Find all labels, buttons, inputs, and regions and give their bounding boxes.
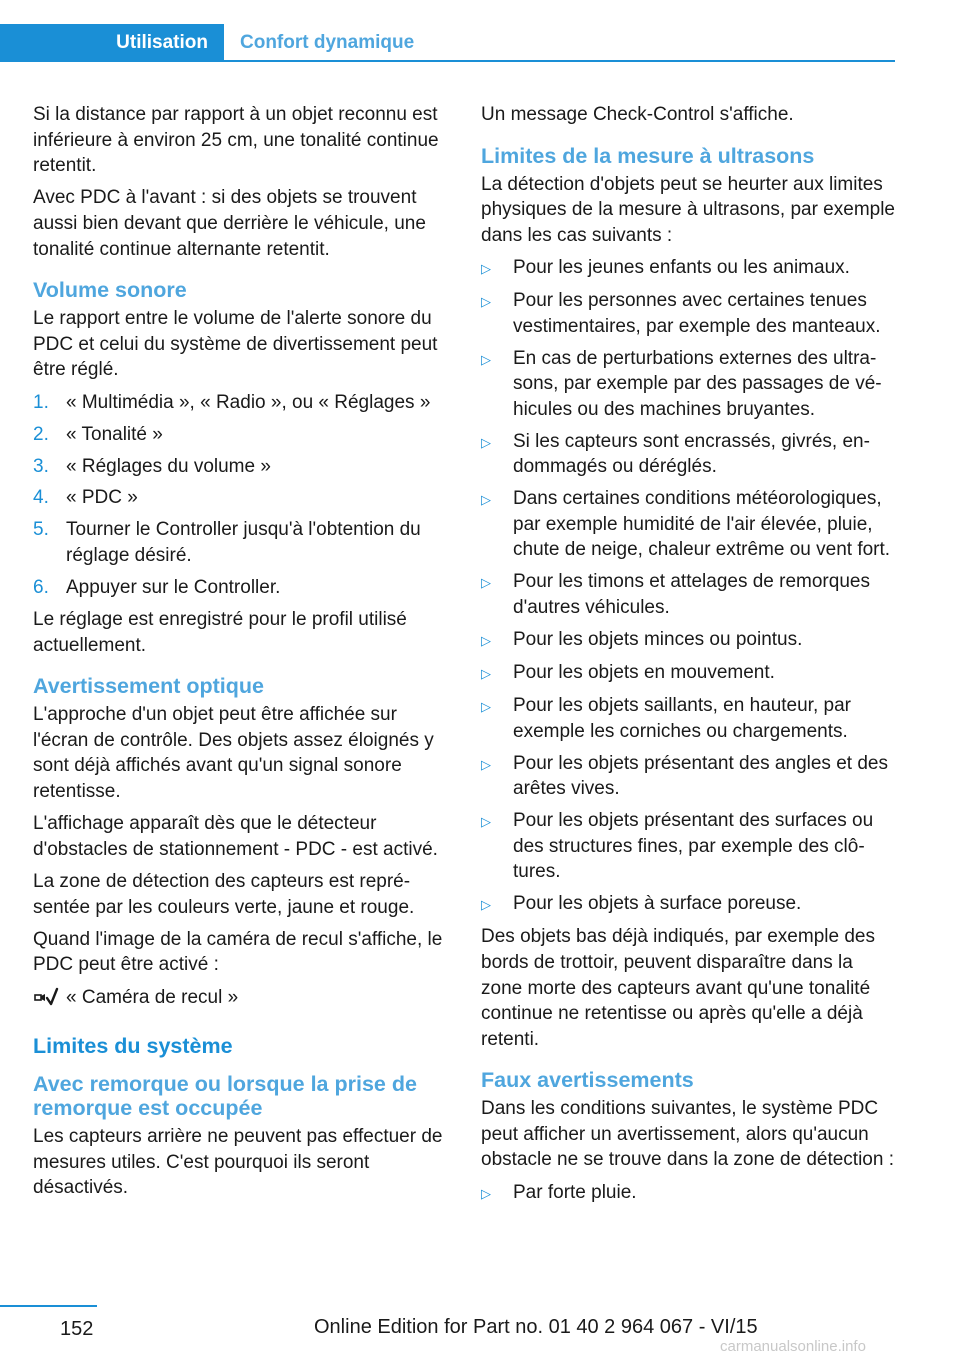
list-item [481,569,897,620]
list-item-text: Pour les objets présentant des angles et des arêtes vives. [513,752,888,800]
step-number: 4. [33,487,49,509]
heading-volume-sonore: Volume sonore [33,278,187,303]
heading-limites-systeme: Limites du système [33,1034,233,1059]
list-item-text: Si les capteurs sont encrassés, givrés, endommagés ou déréglés. [513,430,870,478]
list-item [33,517,449,568]
list-item [481,693,897,744]
heading-avertissement-optique: Avertissement optique [33,674,264,699]
step-number: 3. [33,455,49,477]
rear-camera-icon [33,986,66,1008]
list-item [481,486,897,563]
step-number: 2. [33,423,49,445]
list-item [481,660,897,687]
heading-faux-avertissements: Faux avertissements [481,1068,694,1093]
page-number: 152 [60,1318,94,1340]
step-number: 1. [33,391,49,413]
list-item [33,422,449,448]
paragraph: Les capteurs arrière ne peuvent pas effectuer de mesures utiles. C'est pourquoi ils seront désactivés. [33,1126,443,1199]
left-column [33,102,449,1208]
list-item-text: Pour les objets à surface poreuse. [513,893,802,915]
triangle-bullet-icon: ▷ [481,1185,491,1201]
triangle-bullet-icon: ▷ [481,351,491,367]
list-item-text: Pour les jeunes enfants ou les animaux. [513,256,850,278]
list-item [481,751,897,802]
paragraph: Des objets bas déjà indiqués, par exemple des bords de trottoir, peuvent disparaître dans la zone morte des capteurs avant qu'une tonalité continue ne retentisse ou après qu'elle a déjà retenti. [481,926,875,1050]
paragraph: L'affichage apparaît dès que le détecteur d'obstacles de stationnement - PDC - est activé. [33,813,438,860]
list-item-text: Pour les timons et attelages de remorques d'autres véhicules. [513,571,870,619]
list-item-text: Pour les objets en mouvement. [513,662,775,684]
camera-recul-line [33,985,449,1011]
list-item [33,454,449,480]
list-item [481,891,897,918]
list-item-text: Pour les objets saillants, en hauteur, par exemple les corniches ou chargements. [513,695,851,742]
list-item [481,429,897,480]
right-column [481,102,897,1213]
list-item [33,485,449,511]
paragraph: Si la distance par rapport à un objet reconnu est inférieure à environ 25 cm, une tonalité continue retentit. [33,104,439,177]
paragraph: L'approche d'un objet peut être affichée sur l'écran de contrôle. Des objets assez éloignés y sont déjà affichés avant qu'un signal sonore retentisse. [33,704,434,802]
paragraph: Quand l'image de la caméra de recul s'affiche, le PDC peut être activé : [33,928,443,976]
step-text: « Réglages du volume » [66,455,271,477]
list-item-text: Pour les objets minces ou pointus. [513,629,803,651]
paragraph: Le rapport entre le volume de l'alerte sonore du PDC et celui du système de divertissement peut être réglé. [33,308,438,381]
triangle-bullet-icon: ▷ [481,814,491,830]
step-text: « Multimédia », « Radio », ou « Réglages » [66,391,431,413]
triangle-bullet-icon: ▷ [481,492,491,508]
triangle-bullet-icon: ▷ [481,293,491,309]
camera-recul-label: « Caméra de recul » [66,986,239,1008]
watermark: carmanualsonline.info [720,1338,866,1355]
step-text: « PDC » [66,487,138,509]
paragraph: Un message Check-Control s'affiche. [481,104,794,125]
list-item-text: Par forte pluie. [513,1181,637,1203]
step-number: 5. [33,519,49,541]
tab-utilisation[interactable]: Utilisation [0,24,224,62]
paragraph: La zone de détection des capteurs est représentée par les couleurs verte, jaune et rouge. [33,870,415,918]
paragraph: Avec PDC à l'avant : si des objets se trouvent aussi bien devant que derrière le véhicule, une tonalité continue alternante retentit. [33,187,426,260]
list-item [481,1180,897,1207]
step-text: Appuyer sur le Controller. [66,577,281,599]
list-item [481,808,897,885]
triangle-bullet-icon: ▷ [481,666,491,682]
step-text: Tourner le Controller jusqu'à l'obtention du réglage désiré. [66,519,421,567]
heading-remorque: Avec remorque ou lorsque la prise de remorque est occupée [33,1072,417,1121]
bullet-list [481,1180,897,1207]
list-item [481,627,897,654]
list-item [481,288,897,339]
triangle-bullet-icon: ▷ [481,575,491,591]
paragraph: La détection d'objets peut se heurter aux limites physiques de la mesure à ultrasons, par exemple dans les cas suivants : [481,173,896,246]
list-item [481,346,897,423]
list-item-text: Pour les objets présentant des surfaces ou des structures fines, par exemple des clôtures. [513,810,874,883]
tab-confort-dynamique[interactable]: Confort dynamique [240,32,415,53]
triangle-bullet-icon: ▷ [481,897,491,913]
heading-limites-ultrasons: Limites de la mesure à ultrasons [481,143,815,168]
edition-note: Online Edition for Part no. 01 40 2 964 067 - VI/15 [314,1316,758,1338]
triangle-bullet-icon: ▷ [481,699,491,714]
list-item-text: Dans certaines conditions météorologiques, par exemple humidité de l'air élevée, pluie, chute de neige, chaleur extrême ou vent fort. [513,488,891,561]
list-item [33,575,449,601]
triangle-bullet-icon: ▷ [481,633,491,649]
list-item-text: En cas de perturbations externes des ultrasons, par exemple par des passages de véhicules ou des machines bruyantes. [513,347,882,420]
triangle-bullet-icon: ▷ [481,434,491,450]
steps-list [33,390,449,601]
header-bar [0,24,895,62]
paragraph: Dans les conditions suivantes, le système PDC peut afficher un avertissement, alors qu'aucun obstacle ne se trouve dans la zone de détection : [481,1098,894,1171]
list-item-text: Pour les personnes avec certaines tenues vestimentaires, par exemple des manteaux. [513,289,881,337]
step-text: « Tonalité » [66,423,163,445]
paragraph: Le réglage est enregistré pour le profil utilisé actuellement. [33,609,407,656]
triangle-bullet-icon: ▷ [481,260,491,276]
triangle-bullet-icon: ▷ [481,756,491,772]
list-item [481,255,897,282]
step-number: 6. [33,577,49,599]
bullet-list [481,255,897,918]
footer-rule [0,1305,97,1307]
list-item [33,390,449,416]
